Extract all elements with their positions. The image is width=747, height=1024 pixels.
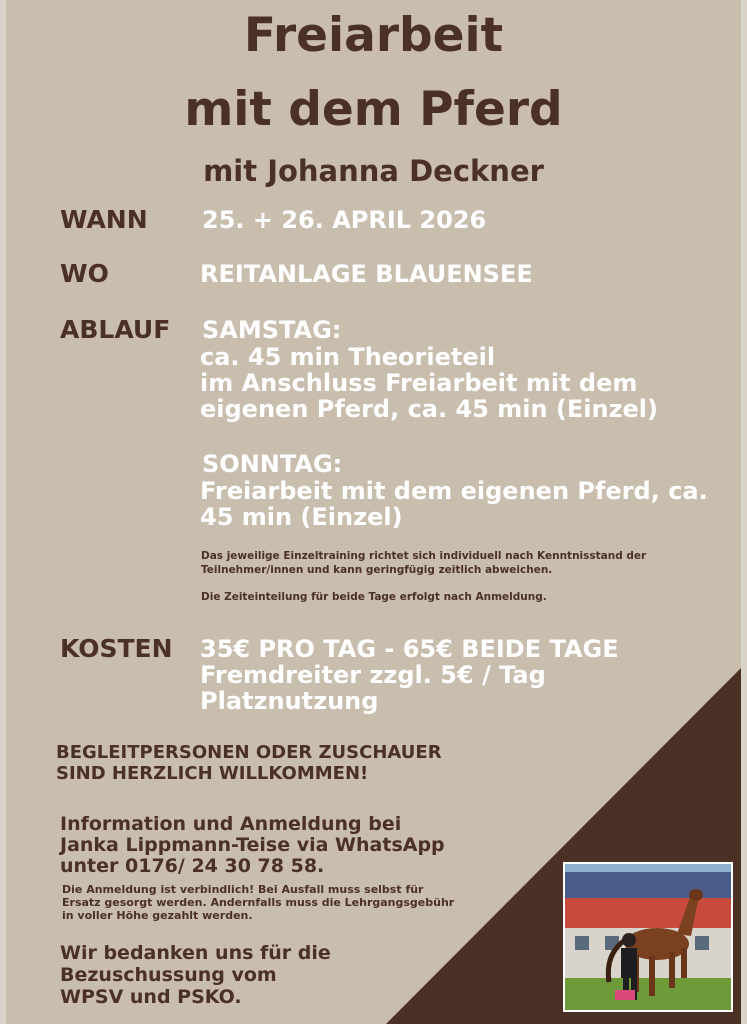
costs-line: Fremdreiter zzgl. 5€ / Tag xyxy=(200,661,546,689)
subtitle: mit Johanna Deckner xyxy=(203,154,544,188)
when-label: WANN xyxy=(60,205,148,234)
guests-line: SIND HERZLICH WILLKOMMEN! xyxy=(56,763,369,784)
terms-line: in voller Höhe gezahlt werden. xyxy=(62,909,253,922)
flyer xyxy=(6,0,741,1024)
where-value: REITANLAGE BLAUENSEE xyxy=(200,260,533,288)
thanks-line: WPSV und PSKO. xyxy=(60,986,242,1008)
info-line: unter 0176/ 24 30 78 58. xyxy=(60,855,325,877)
note-line: Die Zeiteinteilung für beide Tage erfolgt nach Anmeldung. xyxy=(201,591,547,603)
costs-line: Platznutzung xyxy=(200,687,379,715)
saturday-heading: SAMSTAG: xyxy=(202,316,342,344)
saturday-line: ca. 45 min Theorieteil xyxy=(200,343,496,371)
costs-label: KOSTEN xyxy=(60,634,173,663)
sunday-heading: SONNTAG: xyxy=(202,450,343,478)
saturday-line: eigenen Pferd, ca. 45 min (Einzel) xyxy=(200,395,659,423)
schedule-label: ABLAUF xyxy=(60,315,171,344)
horse-photo xyxy=(563,862,733,1012)
when-value: 25. + 26. APRIL 2026 xyxy=(202,206,487,234)
thanks-line: Wir bedanken uns für die xyxy=(60,942,331,964)
info-line: Information und Anmeldung bei xyxy=(60,813,402,835)
sunday-line: 45 min (Einzel) xyxy=(200,503,403,531)
note-line: Das jeweilige Einzeltraining richtet sich individuell nach Kenntnisstand der xyxy=(201,550,647,562)
guests-line: BEGLEITPERSONEN ODER ZUSCHAUER xyxy=(56,742,442,763)
note-line: Teilnehmer/innen und kann geringfügig zeitlich abweichen. xyxy=(201,564,553,576)
info-line: Janka Lippmann-Teise via WhatsApp xyxy=(60,834,445,856)
where-label: WO xyxy=(60,259,109,288)
saturday-line: im Anschluss Freiarbeit mit dem xyxy=(200,369,638,397)
title-line-2: mit dem Pferd xyxy=(184,82,563,137)
thanks-line: Bezuschussung vom xyxy=(60,964,277,986)
terms-line: Die Anmeldung ist verbindlich! Bei Ausfall muss selbst für xyxy=(62,883,424,896)
title-line-1: Freiarbeit xyxy=(243,8,504,63)
sunday-line: Freiarbeit mit dem eigenen Pferd, ca. xyxy=(200,477,708,505)
costs-line: 35€ PRO TAG - 65€ BEIDE TAGE xyxy=(200,635,619,663)
terms-line: Ersatz gesorgt werden. Andernfalls muss die Lehrgangsgebühr xyxy=(62,896,455,909)
